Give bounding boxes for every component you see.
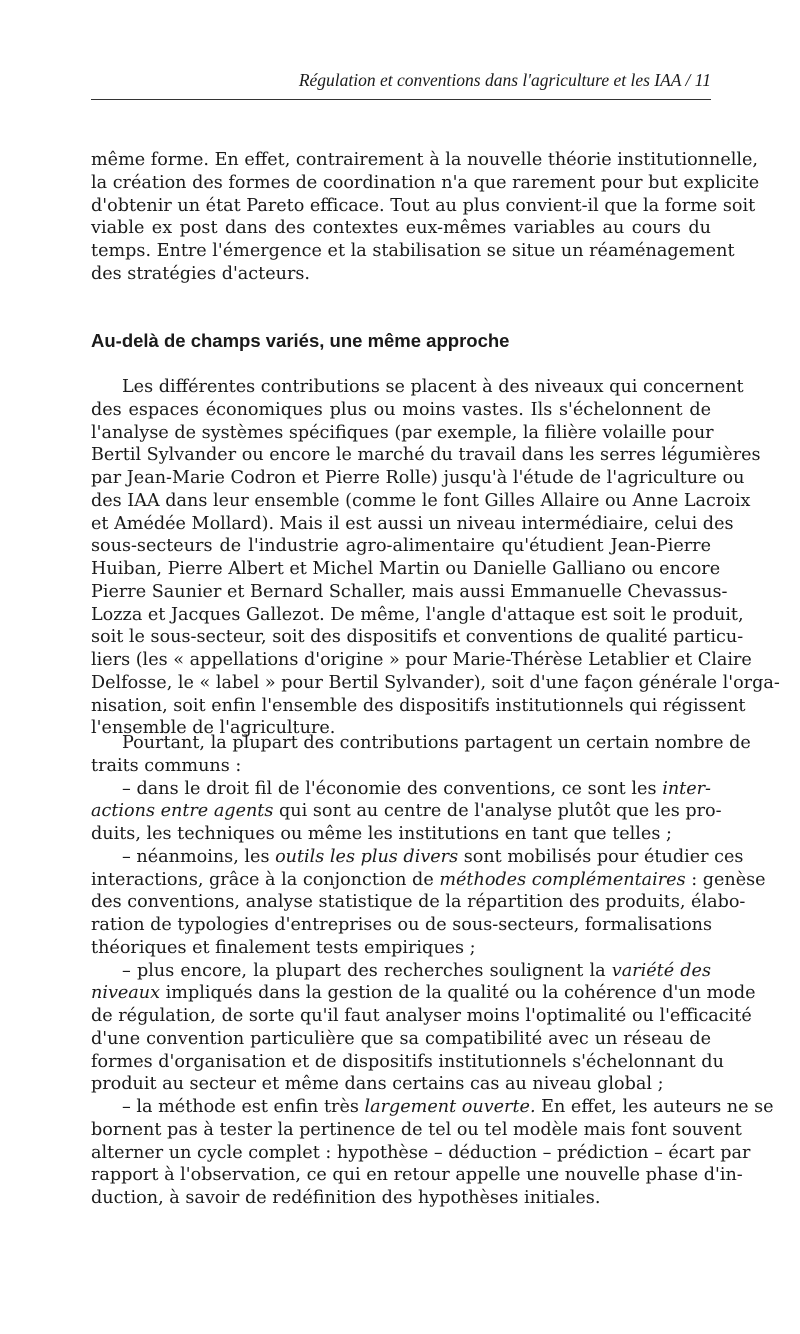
- text-segment: nisation, soit enfin l'ensemble des dispositifs institutionnels qui régissent: [91, 695, 746, 716]
- text-segment: ration de typologies d'entreprises ou de sous-secteurs, formalisations: [91, 915, 713, 935]
- text-line: [91, 172, 760, 195]
- text-line: [91, 960, 711, 983]
- text-segment: soit le sous-secteur, soit des dispositifs et conventions de qualité particu-: [91, 627, 744, 648]
- italic-text: actions entre agents: [91, 801, 274, 822]
- text-line: [91, 982, 756, 1005]
- text-line: [91, 937, 711, 960]
- text-segment: théoriques et finalement tests empiriques ;: [91, 937, 476, 958]
- text-line: [91, 914, 711, 937]
- paragraph-2: [91, 376, 780, 740]
- italic-text: outils les plus divers: [275, 846, 459, 867]
- italic-text: méthodes complémentaires: [439, 869, 686, 890]
- text-line: [91, 1028, 711, 1051]
- text-line: [91, 891, 746, 914]
- text-line: [91, 1073, 711, 1096]
- text-line: [91, 649, 752, 672]
- text-segment: de régulation, de sorte qu'il faut analyser moins l'optimalité ou l'efficacité: [91, 1006, 752, 1026]
- text-segment: Lozza et Jacques Gallezot. De même, l'angle d'attaque est soit le produit,: [91, 604, 744, 625]
- text-segment: impliqués dans la gestion de la qualité ou la cohérence d'un mode: [160, 983, 756, 1004]
- text-line: [91, 558, 721, 581]
- text-line: [91, 732, 751, 755]
- text-line: [91, 422, 714, 445]
- text-segment: des IAA dans leur ensemble (comme le font Gilles Allaire ou Anne Lacroix: [91, 490, 751, 511]
- text-segment: l'analyse de systèmes spécifiques (par exemple, la filière volaille pour: [91, 422, 714, 443]
- text-segment: – la méthode est enfin très: [122, 1097, 365, 1117]
- text-line: [91, 217, 711, 240]
- text-line: [91, 1051, 724, 1074]
- text-segment: Bertil Sylvander ou encore le marché du travail dans les serres légumières: [91, 445, 761, 466]
- text-line: [91, 778, 711, 801]
- text-line: [91, 195, 756, 218]
- text-segment: – dans le droit fil de l'économie des conventions, ce sont les: [122, 778, 663, 799]
- italic-text: inter-: [662, 778, 711, 799]
- text-line: [91, 1164, 743, 1187]
- italic-text: niveaux: [91, 983, 161, 1004]
- text-segment: sont mobilisés pour étudier ces: [458, 846, 744, 867]
- text-segment: : genèse: [685, 869, 766, 890]
- text-segment: par Jean-Marie Codron et Pierre Rolle) jusqu'à l'étude de l'agriculture ou: [91, 468, 745, 488]
- text-segment: d'obtenir un état Pareto efficace. Tout au plus convient-il que la forme soit: [91, 195, 756, 216]
- text-line: [91, 1142, 751, 1165]
- text-line: [91, 444, 761, 467]
- text-line: [91, 823, 711, 846]
- text-segment: duction, à savoir de redéfinition des hypothèses initiales.: [91, 1188, 601, 1208]
- text-segment: Pourtant, la plupart des contributions partagent un certain nombre de: [122, 733, 751, 753]
- text-segment: qui sont au centre de l'analyse plutôt que les pro-: [273, 801, 722, 822]
- text-segment: Pierre Saunier et Bernard Schaller, mais aussi Emmanuelle Chevassus-: [91, 581, 728, 602]
- running-header: Régulation et conventions dans l'agriculture et les IAA / 11: [298, 70, 711, 90]
- text-line: [91, 490, 751, 513]
- text-line: [91, 263, 711, 286]
- header-rule: [91, 99, 711, 100]
- text-line: [91, 626, 744, 649]
- text-segment: l'ensemble de l'agriculture.: [91, 718, 336, 739]
- text-line: [91, 846, 744, 869]
- paragraph-1: [91, 149, 760, 286]
- italic-text: largement ouverte.: [364, 1097, 536, 1117]
- text-segment: des conventions, analyse statistique de la répartition des produits, élabo-: [91, 892, 746, 913]
- text-segment: interactions, grâce à la conjonction de: [91, 869, 440, 890]
- text-segment: la création des formes de coordination n'a que rarement pour but explicite: [91, 172, 760, 193]
- text-segment: bornent pas à tester la pertinence de tel ou tel modèle mais font souvent: [91, 1119, 742, 1140]
- text-segment: des stratégies d'acteurs.: [91, 263, 310, 284]
- text-line: [91, 1096, 774, 1119]
- text-segment: Delfosse, le « label » pour Bertil Sylvander), soit d'une façon générale l'orga-: [91, 672, 780, 693]
- text-segment: d'une convention particulière que sa compatibilité avec un réseau de: [91, 1028, 711, 1049]
- text-line: [91, 1119, 742, 1142]
- text-segment: et Amédée Mollard). Mais il est aussi un niveau intermédiaire, celui des: [91, 513, 734, 534]
- text-segment: traits communs :: [91, 755, 242, 776]
- paragraph-3: [91, 732, 774, 1210]
- italic-text: variété des: [611, 960, 711, 981]
- text-line: [91, 672, 780, 695]
- text-line: [91, 467, 745, 490]
- text-line: [91, 800, 722, 823]
- section-heading: Au-delà de champs variés, une même approche: [91, 330, 510, 351]
- text-line: [91, 695, 746, 718]
- text-segment: liers (les « appellations d'origine » pour Marie-Thérèse Letablier et Claire: [91, 650, 752, 670]
- text-segment: temps. Entre l'émergence et la stabilisation se situe un réaménagement: [91, 241, 735, 261]
- text-segment: formes d'organisation et de dispositifs institutionnels s'échelonnant du: [91, 1051, 724, 1072]
- text-segment: Les différentes contributions se placent à des niveaux qui concernent: [122, 377, 744, 397]
- text-segment: – néanmoins, les: [122, 846, 276, 867]
- text-line: [91, 1005, 752, 1028]
- text-segment: sous-secteurs de l'industrie agro-alimentaire qu'étudient Jean-Pierre: [91, 536, 711, 557]
- text-line: [91, 869, 766, 892]
- text-segment: même forme. En effet, contrairement à la nouvelle théorie institutionnelle,: [91, 150, 759, 170]
- text-line: [91, 240, 735, 263]
- text-line: [91, 1187, 711, 1210]
- text-line: [91, 535, 711, 558]
- text-segment: duits, les techniques ou même les institutions en tant que telles ;: [91, 824, 672, 844]
- text-line: [91, 149, 759, 172]
- text-line: [91, 581, 728, 604]
- text-segment: viable ex post dans des contextes eux-mêmes variables au cours du: [91, 218, 711, 239]
- text-segment: – plus encore, la plupart des recherches soulignent la: [122, 960, 612, 981]
- text-line: [91, 604, 744, 627]
- text-line: [91, 376, 744, 399]
- text-segment: produit au secteur et même dans certains cas au niveau global ;: [91, 1074, 664, 1095]
- text-segment: rapport à l'observation, ce qui en retour appelle une nouvelle phase d'in-: [91, 1165, 743, 1186]
- text-segment: des espaces économiques plus ou moins vastes. Ils s'échelonnent de: [91, 399, 711, 420]
- text-line: [91, 755, 711, 778]
- text-line: [91, 399, 711, 422]
- text-segment: alterner un cycle complet : hypothèse – déduction – prédiction – écart par: [91, 1142, 751, 1163]
- text-segment: Huiban, Pierre Albert et Michel Martin ou Danielle Galliano ou encore: [91, 559, 721, 579]
- text-line: [91, 513, 734, 536]
- text-segment: En effet, les auteurs ne se: [535, 1097, 774, 1117]
